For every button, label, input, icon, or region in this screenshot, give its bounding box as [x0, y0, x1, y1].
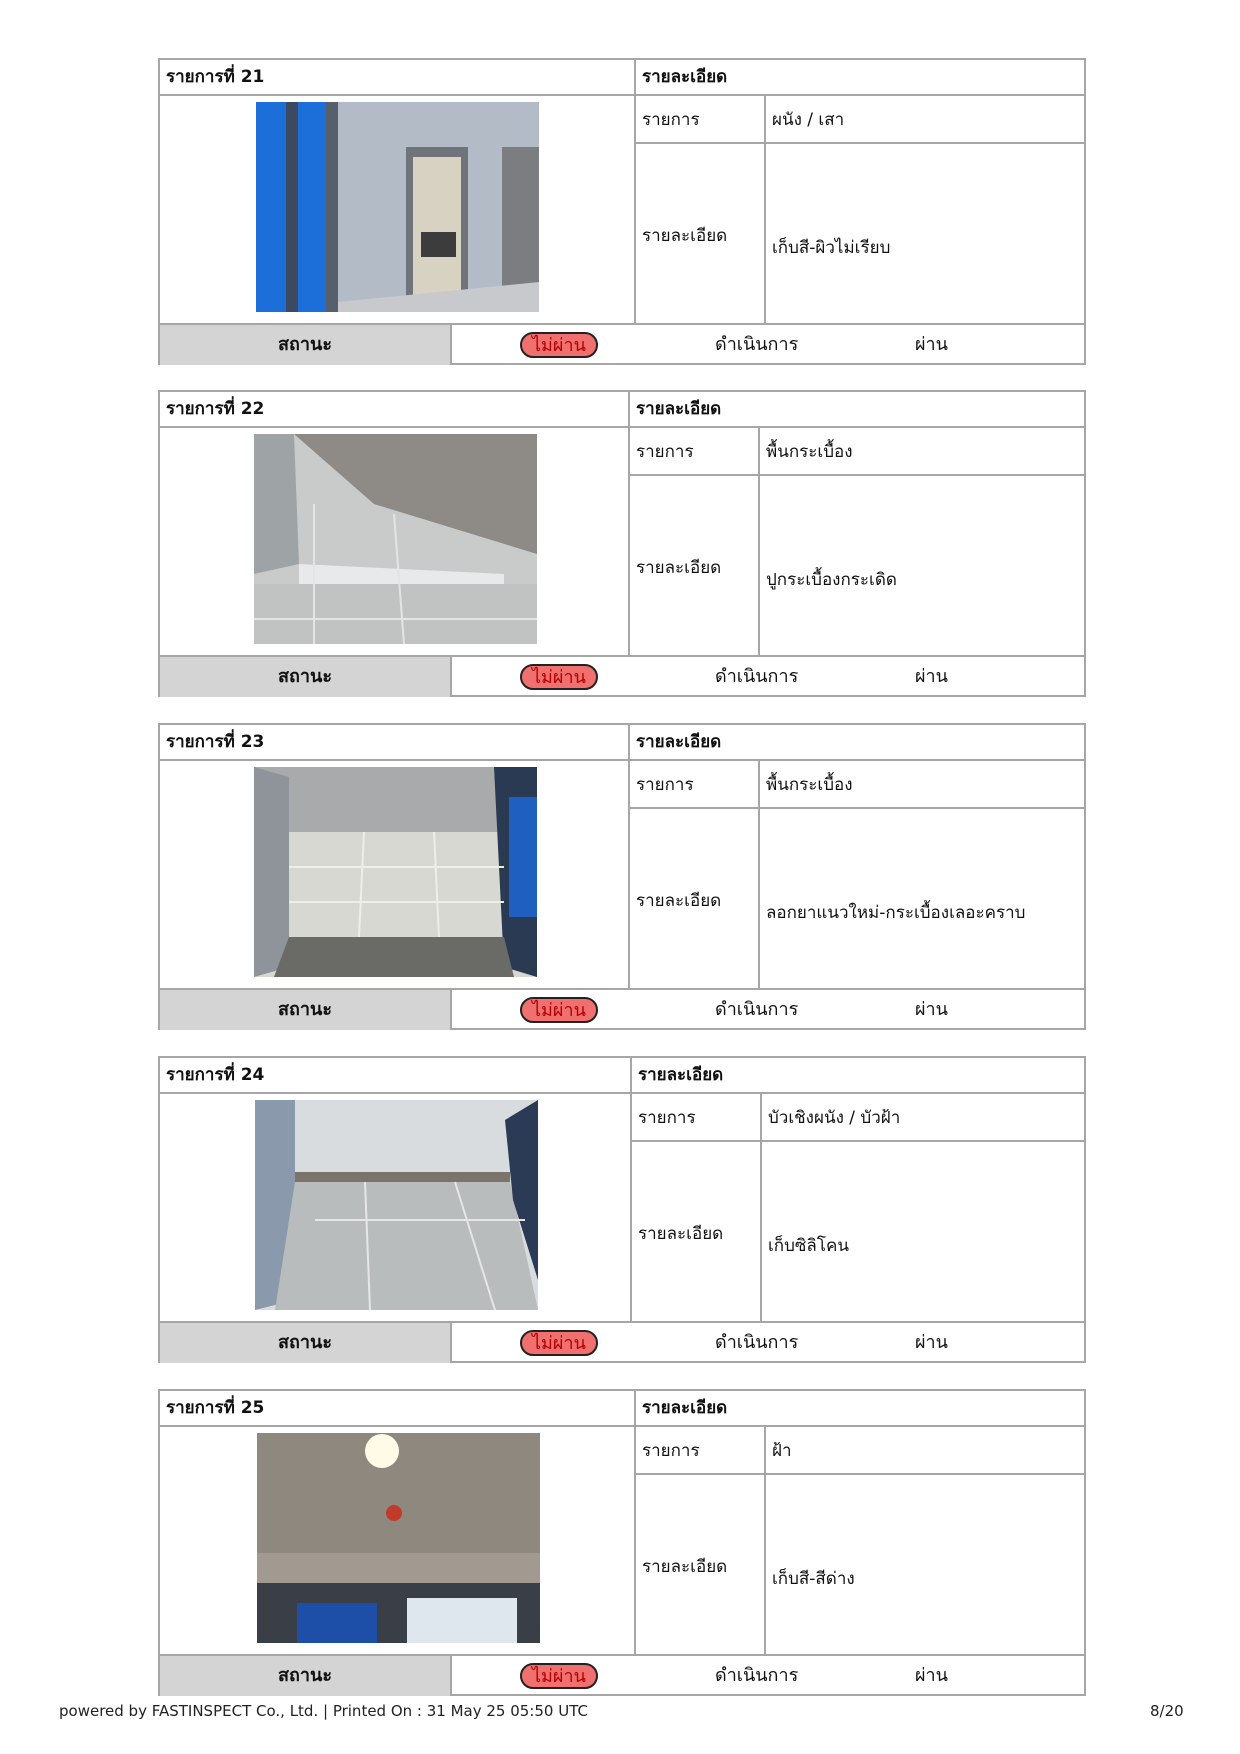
status-label: สถานะ: [160, 1656, 452, 1696]
status-pass-option[interactable]: ผ่าน: [915, 1665, 948, 1686]
inspection-photo[interactable]: [257, 1433, 540, 1643]
status-row: [160, 988, 1084, 1030]
status-in-progress-option[interactable]: ดำเนินการ: [715, 1665, 799, 1686]
status-label: สถานะ: [160, 990, 452, 1030]
status-pass-option[interactable]: ผ่าน: [915, 999, 948, 1020]
inspection-item-card: [158, 1389, 1086, 1696]
item-title: รายการที่ 24: [166, 1065, 265, 1085]
inspection-photo[interactable]: [256, 102, 539, 312]
item-title: รายการที่ 21: [166, 67, 265, 87]
detail-label: รายละเอียด: [636, 891, 722, 911]
status-fail-option[interactable]: ไม่ผ่าน: [520, 997, 598, 1023]
inspection-item-card: [158, 723, 1086, 1030]
detail-header: รายละเอียด: [642, 1398, 728, 1418]
page-number: 8/20: [1150, 1702, 1184, 1720]
status-row: [160, 655, 1084, 697]
item-label: รายการ: [638, 1108, 696, 1128]
card-header: [160, 60, 1084, 96]
detail-header: รายละเอียด: [636, 399, 722, 419]
status-label: สถานะ: [160, 325, 452, 365]
item-title: รายการที่ 22: [166, 399, 265, 419]
item-value: พื้นกระเบื้อง: [766, 442, 853, 462]
detail-label: รายละเอียด: [636, 558, 722, 578]
card-header: [160, 725, 1084, 761]
item-label: รายการ: [636, 775, 694, 795]
detail-value: เก็บสี-สีด่าง: [772, 1569, 855, 1589]
status-in-progress-option[interactable]: ดำเนินการ: [715, 334, 799, 355]
detail-value: เก็บสี-ผิวไม่เรียบ: [772, 238, 891, 258]
footer-printed-info: powered by FASTINSPECT Co., Ltd. | Printed On : 31 May 25 05:50 UTC: [59, 1702, 588, 1720]
status-pass-option[interactable]: ผ่าน: [915, 666, 948, 687]
status-label: สถานะ: [160, 657, 452, 697]
item-value: ฝ้า: [772, 1441, 792, 1461]
detail-label: รายละเอียด: [638, 1224, 724, 1244]
card-header: [160, 392, 1084, 428]
item-label: รายการ: [636, 442, 694, 462]
item-label: รายการ: [642, 1441, 700, 1461]
card-header: [160, 1058, 1084, 1094]
detail-value: ลอกยาแนวใหม่-กระเบื้องเลอะคราบ: [766, 903, 1026, 923]
inspection-photo[interactable]: [255, 1100, 538, 1310]
status-in-progress-option[interactable]: ดำเนินการ: [715, 666, 799, 687]
item-title: รายการที่ 23: [166, 732, 265, 752]
item-value: พื้นกระเบื้อง: [766, 775, 853, 795]
detail-label: รายละเอียด: [642, 226, 728, 246]
detail-value: ปูกระเบื้องกระเดิด: [766, 570, 897, 590]
status-fail-option[interactable]: ไม่ผ่าน: [520, 332, 598, 358]
item-value: บัวเชิงผนัง / บัวฝ้า: [768, 1108, 901, 1128]
status-row: [160, 1654, 1084, 1696]
status-in-progress-option[interactable]: ดำเนินการ: [715, 999, 799, 1020]
inspection-item-card: [158, 1056, 1086, 1363]
status-fail-option[interactable]: ไม่ผ่าน: [520, 664, 598, 690]
status-in-progress-option[interactable]: ดำเนินการ: [715, 1332, 799, 1353]
detail-header: รายละเอียด: [638, 1065, 724, 1085]
status-pass-option[interactable]: ผ่าน: [915, 1332, 948, 1353]
inspection-photo[interactable]: [254, 767, 537, 977]
status-row: [160, 1321, 1084, 1363]
detail-header: รายละเอียด: [636, 732, 722, 752]
status-row: [160, 323, 1084, 365]
item-value: ผนัง / เสา: [772, 110, 845, 130]
detail-header: รายละเอียด: [642, 67, 728, 87]
inspection-item-card: [158, 58, 1086, 365]
item-title: รายการที่ 25: [166, 1398, 265, 1418]
item-label: รายการ: [642, 110, 700, 130]
detail-value: เก็บซิลิโคน: [768, 1236, 849, 1256]
card-header: [160, 1391, 1084, 1427]
status-pass-option[interactable]: ผ่าน: [915, 334, 948, 355]
status-label: สถานะ: [160, 1323, 452, 1363]
status-fail-option[interactable]: ไม่ผ่าน: [520, 1663, 598, 1689]
detail-label: รายละเอียด: [642, 1557, 728, 1577]
inspection-photo[interactable]: [254, 434, 537, 644]
status-fail-option[interactable]: ไม่ผ่าน: [520, 1330, 598, 1356]
inspection-item-card: [158, 390, 1086, 697]
